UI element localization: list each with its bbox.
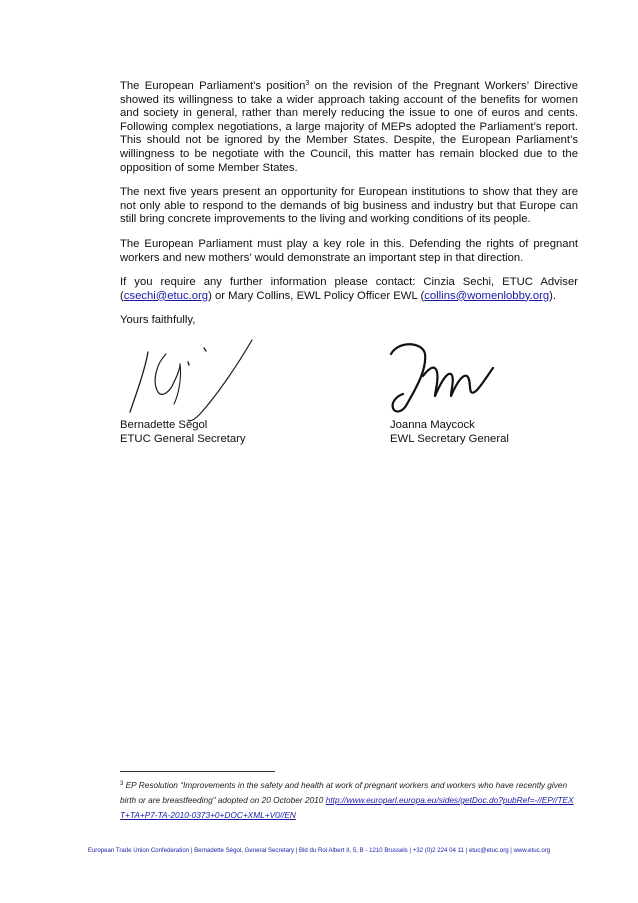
signer-block-etuc [120,419,246,446]
footnote-link[interactable]: http://www.europarl.europa.eu/sides/getDoc.do?pubRef=-//EP//TEXT+TA+P7-TA-2010-0373+0+DOC+XML+V0//EN [120,795,574,820]
signer-block-ewl [390,419,509,446]
paragraph-text: If you require any further information please contact: Cinzia Sechi, ETUC Adviser ( [120,276,578,302]
signer-title: EWL Secretary General [390,432,509,445]
signature-maycock [385,338,500,418]
paragraph-text: The European Parliament’s position [120,80,306,92]
paragraph-contact [120,276,578,303]
closing-salutation: Yours faithfully, [120,314,196,327]
email-link-csechi[interactable]: csechi@etuc.org [123,289,209,302]
paragraph-text: ) or Mary Collins, EWL Policy Officer EWL ( [208,289,425,302]
paragraph-text: ). [549,289,557,302]
paragraph-parliament-position [120,80,578,175]
signature-segol [118,334,258,429]
signer-name: Bernadette Ségol [120,419,208,431]
paragraph-text: on the revision of the Pregnant Workers’ Directive showed its willingness to take a wider approach taking account of the benefits for women and society in general, rather than merely reducing the issue to one of euros and cents. Following complex negotiations, a large majority of MEPs adopted the Parliament’s report. This should not be ignored by the Member States. Despite, the European Parliament’s willingness to be negotiate with the Council, this matter has remain blocked due to the opposition of some Member States. [120,80,578,174]
footnote-divider [120,771,275,772]
email-link-collins[interactable]: collins@womenlobby.org [424,289,550,302]
paragraph-key-role: The European Parliament must play a key role in this. Defending the rights of pregnant workers and new mothers’ would demonstrate an important step in that direction. [120,237,578,264]
footnote-reference[interactable]: 3 [305,80,310,87]
signer-name: Joanna Maycock [390,419,475,431]
page-footer: European Trade Union Confederation | Bernadette Ségol, General Secretary | Bld du Roi Albert II, 5, B - 1210 Brussels | +32 (0)2 224 04 11 | etuc@etuc.org | www.etuc.org [87,847,551,854]
footnote-text: EP Resolution “Improvements in the safety and health at work of pregnant workers and workers who have recently given birth or are breastfeeding” adopted on 20 October 2010 [120,780,568,805]
paragraph-next-five-years: The next five years present an opportunity for European institutions to show that they are not only able to respond to the demands of big business and industry but that Europe can still bring concrete improvements to the living and working conditions of its people. [120,186,578,226]
footnote-number: 3 [120,781,124,787]
footnote [120,778,578,823]
letter-body [120,80,578,328]
signer-title: ETUC General Secretary [120,432,246,445]
